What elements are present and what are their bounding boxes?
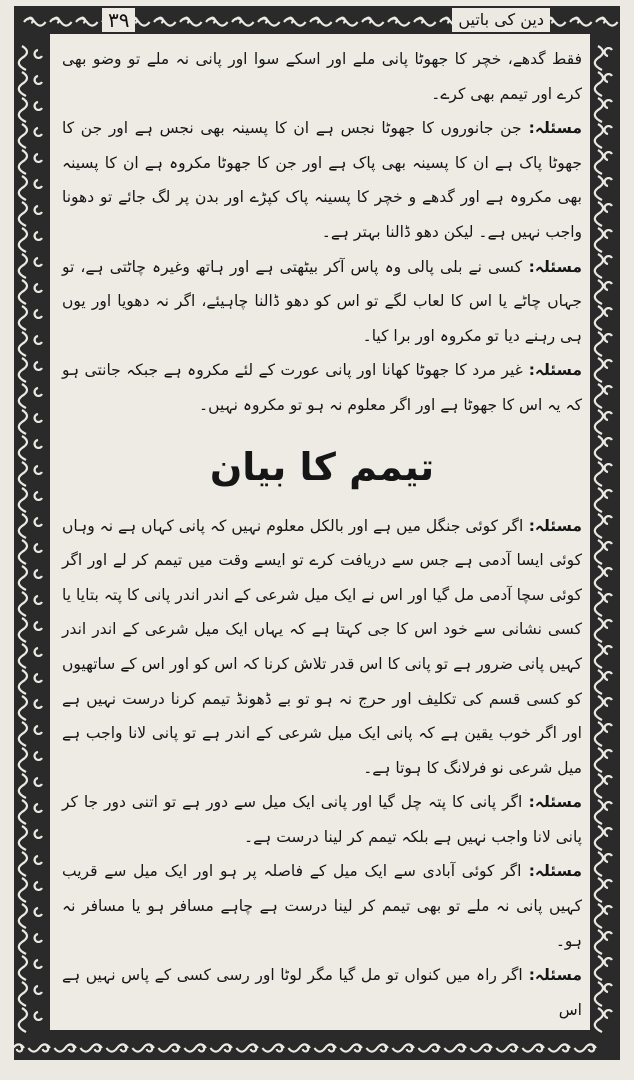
paragraph-text: اگر پانی کا پتہ چل گیا اور پانی ایک میل سے دور ہے تو اتنی دور جا کر پانی لانا واجب نہیں ہے بلکہ تیمم کر لینا درست ہے۔ [62,793,582,846]
paragraph [62,111,582,249]
masala-label: مسئلہ: [522,361,582,380]
paragraph [62,854,582,958]
paragraph-text: اگر راہ میں کنواں تو مل گیا مگر لوٹا اور رسی کسی کے پاس نہیں ہے اس [62,966,582,1019]
paragraph-text: فقط گدھے، خچر کا جھوٹا پانی ملے اور اسکے سوا اور پانی نہ ملے تو وضو بھی کرے اور تیمم بھی کرے۔ [62,50,582,103]
section-after [62,509,582,1028]
paragraph [62,785,582,854]
running-title: دین کی باتیں [452,8,550,32]
paragraph [62,353,582,422]
paragraph [62,42,582,111]
ornamental-border-bottom [14,1030,620,1060]
page-number: ۳۹ [102,8,135,32]
paragraph-text: اگر کوئی جنگل میں ہے اور بالکل معلوم نہیں کہ پانی کہاں ہے نہ وہاں کوئی ایسا آدمی ہے جس سے دریافت کرے تو ایسے وقت میں تیمم کر لے اور اگر کوئی سچا آدمی مل گیا اور اس نے ایک میل شرعی کے اندر اندر پانی کا پتہ بتایا یا کسی نشانی سے خود اس کا جی کہتا ہے کہ یہاں ایک میل شرعی کے اندر اندر کہیں پانی ضرور ہے تو پانی کا اس قدر تلاش کرنا کہ اس کو اور اس کے ساتھیوں کو کسی قسم کی تکلیف اور حرج نہ ہو تو بے ڈھونڈ تیمم کرنا درست نہیں ہے اور اگر خوب یقین ہے کہ پانی ایک میل شرعی کے اندر ہے تو پانی لانا واجب ہے میل شرعی نو فرلانگ کا ہوتا ہے۔ [62,516,582,777]
paragraph-text: اگر کوئی آبادی سے ایک میل کے فاصلہ پر ہو اور ایک میل سے قریب کہیں پانی نہ ملے تو بھی تیمم کر لینا درست ہے چاہے مسافر ہو یا مسافر نہ ہو۔ [62,862,582,950]
section-before [62,42,582,423]
masala-label: مسئلہ: [523,516,582,535]
page-header [14,6,620,34]
paragraph-text: کسی نے بلی پالی وہ پاس آکر بیٹھتی ہے اور ہاتھ وغیرہ چاٹتی ہے، تو جہاں چاٹے یا اس کا لعاب لگے تو اس کو دھو ڈالنا چاہیئے، اگر نہ دھویا اور یوں ہی رہنے دیا تو مکروہ اور برا کیا۔ [62,257,582,345]
ornamental-border-right [590,6,620,1060]
paragraph [62,509,582,786]
paragraph [62,958,582,1027]
masala-label: مسئلہ: [521,862,582,881]
masala-label: مسئلہ: [522,257,582,276]
paragraph-text: غیر مرد کا جھوٹا کھانا اور پانی عورت کے لئے مکروہ ہے جبکہ جانتی ہو کہ یہ اس کا جھوٹا ہے اور اگر معلوم نہ ہو تو مکروہ نہیں۔ [62,361,582,414]
masala-label: مسئلہ: [522,793,582,812]
page-body [62,42,582,1027]
paragraph-text: جن جانوروں کا جھوٹا نجس ہے ان کا پسینہ بھی نجس ہے اور جن کا جھوٹا پاک ہے ان کا پسینہ بھی پاک ہے اور جن کا جھوٹا مکروہ ہے ان کا پسینہ بھی مکروہ ہے اور گدھے و خچر کا پسینہ پاک کپڑے اور بدن پر لگ جائے تو دھونا واجب نہیں ہے۔ لیکن دھو ڈالنا بہتر ہے۔ [62,119,582,241]
masala-label: مسئلہ: [522,966,582,985]
masala-label: مسئلہ: [521,119,582,138]
section-heading: تیمم کا بیان [209,444,435,489]
paragraph [62,250,582,354]
ornamental-border-left [14,6,50,1060]
